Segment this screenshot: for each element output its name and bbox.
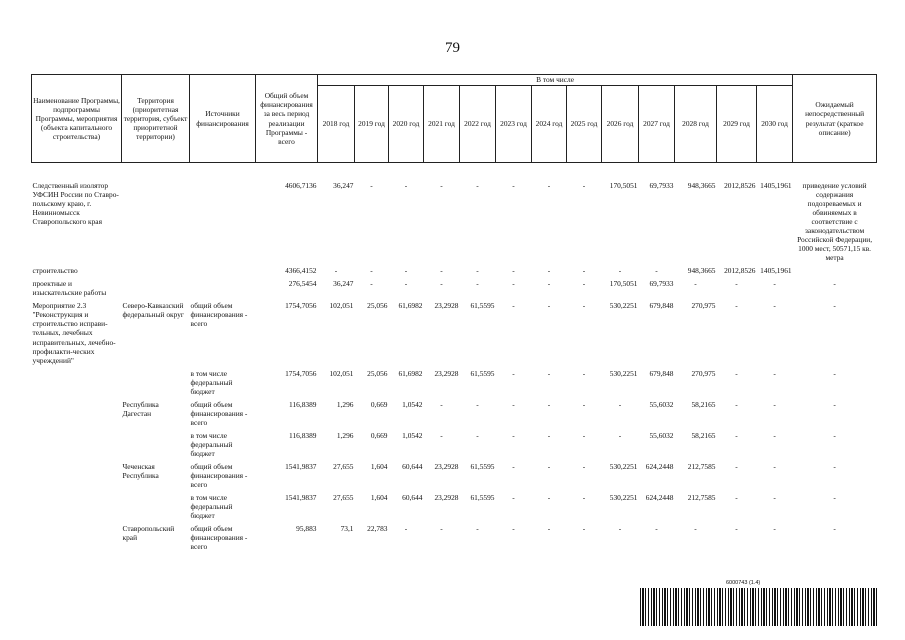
row-year-value-cell: - [370,181,373,190]
row-source-cell: общий объем финансирования - всего [190,399,248,427]
row-year-value-cell: - [440,279,443,289]
row-year-value-cell: - [735,492,738,502]
row-year-value-cell: 212,7585 [687,461,716,471]
row-name-cell [32,398,122,429]
row-year-value-cell: 1,0542 [402,399,423,409]
row-year-value-cell: 1405,1961 [760,266,792,276]
page-number: 79 [445,40,460,56]
header-total: Общий объем финансирования за весь период реализации Программы - всего [256,75,318,163]
row-territory-cell [122,277,190,299]
header-year: 2028 год [675,86,717,163]
row-year-value-cell: 61,5595 [470,461,495,471]
row-year-value-cell: - [773,492,776,502]
row-year-value-cell: 530,2251 [609,368,638,378]
row-year-value-cell: - [547,461,551,471]
header-year: 2019 год [355,86,389,163]
row-year-value-cell: 36,247 [333,279,354,289]
row-year-value-cell: 69,7933 [649,279,674,289]
row-territory-cell [122,264,190,277]
row-year-value-cell: - [694,524,697,534]
row-source-cell: в том числе федеральный бюджет [190,430,233,458]
row-year-value-cell: - [582,368,586,378]
row-year-value-cell: - [476,399,479,409]
row-year-value-cell: - [582,279,586,289]
row-year-value-cell: - [547,181,551,190]
row-year-value-cell: 61,6982 [398,368,423,378]
row-source-cell [190,277,256,299]
row-total-cell: 1541,9837 [285,492,317,502]
row-year-value-cell: - [547,399,551,409]
row-year-value-cell: 212,7585 [687,492,716,502]
header-year: 2022 год [460,86,496,163]
row-year-value-cell: - [773,430,776,440]
table-body [32,163,877,554]
row-year-value-cell: - [512,368,515,378]
row-year-value-cell: - [476,524,479,534]
row-year-value-cell: - [773,399,776,409]
row-source-cell [190,179,256,264]
row-territory-cell: Республика Дагестан [122,399,159,418]
row-year-value-cell: - [735,524,738,534]
row-source-cell: в том числе федеральный бюджет [190,368,233,396]
header-territory: Территория (приоритетная территория, субъект приоритетной территории) [122,75,190,163]
row-year-value-cell: 58,2165 [691,430,716,440]
row-year-value-cell: 102,051 [329,301,354,311]
row-total-cell: 1754,7056 [285,301,317,311]
row-year-value-cell: 23,2928 [434,301,459,311]
table-row [32,277,877,299]
row-year-value-cell: 270,975 [691,368,716,378]
row-year-value-cell: - [404,279,408,289]
row-territory-cell [122,491,190,522]
row-year-value-cell: 58,2165 [691,399,716,409]
table-row [32,299,877,366]
row-territory-cell [122,367,190,398]
row-year-value-cell: - [512,430,515,440]
table-row [32,491,877,522]
row-result-cell: - [833,430,836,440]
row-year-value-cell: - [618,266,622,276]
table-row [32,367,877,398]
row-source-cell: в том числе федеральный бюджет [190,492,233,521]
row-year-value-cell: - [512,524,515,534]
row-year-value-cell: - [655,266,658,276]
barcode-code: 6000743 (1.4) [726,580,761,586]
row-year-value-cell: - [618,524,622,534]
row-year-value-cell: 1,296 [336,430,354,440]
table-row [32,179,877,264]
row-year-value-cell: - [582,492,586,502]
row-year-value-cell: 55,6032 [649,430,674,440]
row-year-value-cell: 0,669 [370,399,388,409]
row-year-value-cell: 69,7933 [649,181,674,190]
row-year-value-cell: - [735,279,738,289]
row-result-cell: приведение условий содержания подозреваемых и обвиняемых в соответствие с законодательством Российской Федерации, 1000 мест, 50571,15 кв. метра [797,181,873,263]
row-year-value-cell: 25,056 [367,368,388,378]
header-year: 2024 год [532,86,567,163]
row-total-cell: 4606,7136 [285,181,317,190]
row-year-value-cell: - [735,399,738,409]
row-year-value-cell: - [547,492,551,502]
row-year-value-cell: - [773,368,776,378]
table-header [32,75,877,163]
row-year-value-cell: 679,848 [649,301,674,311]
row-year-value-cell: 2012,8526 [724,181,756,190]
header-group: В том числе [318,75,793,86]
row-territory-cell: Ставропольский край [122,524,175,543]
row-year-value-cell: 530,2251 [609,492,638,502]
row-year-value-cell: 679,848 [649,368,674,378]
row-year-value-cell: - [618,399,622,409]
row-result-cell [793,264,877,277]
row-year-value-cell: - [773,524,776,534]
row-total-cell: 276,5454 [288,279,317,289]
row-name-cell [32,491,122,522]
row-year-value-cell: - [582,181,586,190]
row-year-value-cell: - [512,301,515,311]
row-year-value-cell: - [773,461,776,471]
row-source-cell: общий объем финансирования - всего [190,524,248,552]
row-year-value-cell: 624,2448 [645,492,674,502]
row-year-value-cell: 22,783 [367,524,388,534]
barcode [640,580,878,626]
header-year: 2020 год [389,86,424,163]
row-year-value-cell: - [735,430,738,440]
row-year-value-cell: - [547,301,551,311]
row-year-value-cell: - [476,266,479,276]
header-result: Ожидаемый непосредственный результат (краткое описание) [793,75,877,163]
row-name-cell: проектные и изыскательские работы [32,279,107,298]
row-year-value-cell: - [582,461,586,471]
row-year-value-cell: - [404,524,408,534]
header-year: 2021 год [424,86,460,163]
header-year: 2018 год [318,86,355,163]
table-row [32,429,877,460]
row-name-cell [32,522,122,553]
row-year-value-cell: 61,5595 [470,301,495,311]
row-year-value-cell: 27,655 [333,461,354,471]
row-total-cell: 95,883 [296,524,317,534]
row-total-cell: 4366,4152 [285,266,317,276]
row-result-cell: - [833,492,836,502]
header-year: 2029 год [717,86,757,163]
row-year-value-cell: - [582,399,586,409]
row-year-value-cell: - [512,399,515,409]
row-year-value-cell: - [440,181,443,190]
row-year-value-cell: 1,0542 [402,430,423,440]
row-name-cell [32,367,122,398]
row-year-value-cell: - [547,430,551,440]
row-name-cell: строительство [32,266,78,276]
row-year-value-cell: - [512,492,515,502]
row-year-value-cell: - [547,524,551,534]
row-total-cell: 1754,7056 [285,368,317,378]
header-name: Наименование Программы, подпрограммы Программы, мероприятия (объекта капитального строительства) [32,75,122,163]
row-year-value-cell: - [655,524,658,534]
financing-table [31,74,877,553]
row-year-value-cell: - [370,279,373,289]
row-year-value-cell: - [440,399,443,409]
row-source-cell: общий объем финансирования - всего [190,301,248,329]
row-year-value-cell: - [404,181,408,190]
row-year-value-cell: 102,051 [329,368,354,378]
header-year: 2027 год [639,86,675,163]
table-row [32,398,877,429]
row-year-value-cell: 61,6982 [398,301,423,311]
row-year-value-cell: - [512,279,515,289]
row-result-cell: - [833,524,836,534]
row-year-value-cell: 170,5051 [609,181,638,190]
row-year-value-cell: 23,2928 [434,368,459,378]
row-year-value-cell: - [370,266,373,276]
row-year-value-cell: - [512,266,515,276]
row-territory-cell: Северо-Кавказский федеральный округ [122,301,184,320]
header-sources: Источники финансирования [190,75,256,163]
row-year-value-cell: - [582,430,586,440]
row-year-value-cell: - [618,430,622,440]
row-source-cell [190,264,256,277]
row-year-value-cell: 0,669 [370,430,388,440]
row-name-cell [32,429,122,460]
row-year-value-cell: 2012,8526 [724,266,756,276]
header-year: 2025 год [567,86,602,163]
row-year-value-cell: - [773,279,776,289]
row-year-value-cell: 624,2448 [645,461,674,471]
row-year-value-cell: 61,5595 [470,368,495,378]
row-result-cell: - [833,399,836,409]
row-name-cell [32,460,122,491]
header-year: 2026 год [602,86,639,163]
row-year-value-cell: - [440,430,443,440]
row-year-value-cell: - [735,368,738,378]
header-year: 2023 год [496,86,532,163]
row-result-cell: - [833,368,836,378]
row-total-cell: 116,8389 [289,430,317,440]
row-year-value-cell: 170,5051 [609,279,638,289]
row-year-value-cell: 61,5595 [470,492,495,502]
row-source-cell: общий объем финансирования - всего [190,461,248,489]
row-year-value-cell: - [735,461,738,471]
row-year-value-cell: 1,604 [370,492,388,502]
row-year-value-cell: - [476,279,479,289]
row-result-cell: - [833,301,836,311]
row-year-value-cell: - [440,524,443,534]
row-total-cell: 116,8389 [289,399,317,409]
row-territory-cell [122,429,190,460]
table-row [32,460,877,491]
row-year-value-cell: - [476,430,479,440]
row-year-value-cell: - [582,524,586,534]
row-result-cell: - [833,461,836,471]
row-total-cell: 1541,9837 [285,461,317,471]
row-year-value-cell: - [440,266,443,276]
row-year-value-cell: 36,247 [333,181,354,190]
row-result-cell: - [833,279,836,289]
row-year-value-cell: - [547,266,551,276]
row-year-value-cell: 60,644 [402,492,423,502]
row-year-value-cell: - [476,181,479,190]
header-year: 2030 год [757,86,793,163]
row-year-value-cell: 23,2928 [434,461,459,471]
table-row [32,264,877,277]
row-year-value-cell: - [512,181,515,190]
row-territory-cell [122,179,190,264]
row-year-value-cell: 948,3665 [687,266,716,276]
row-year-value-cell: 1,604 [370,461,388,471]
row-year-value-cell: 270,975 [691,301,716,311]
row-year-value-cell: - [735,301,738,311]
row-year-value-cell: 1405,1961 [760,181,792,190]
row-year-value-cell: - [547,368,551,378]
row-year-value-cell: - [547,279,551,289]
row-year-value-cell: 530,2251 [609,301,638,311]
row-year-value-cell: 55,6032 [649,399,674,409]
row-year-value-cell: - [512,461,515,471]
row-name-cell: Мероприятие 2.3 "Реконструкция и строительство исправи-тельных, лечебных исправительных, лечебно-профилакти-ческих учреждений" [32,301,116,365]
row-year-value-cell: - [582,266,586,276]
row-year-value-cell: - [773,301,776,311]
row-territory-cell: Чеченская Республика [122,461,159,480]
row-year-value-cell: - [694,279,697,289]
row-year-value-cell: 23,2928 [434,492,459,502]
row-year-value-cell: 27,655 [333,492,354,502]
table-row [32,522,877,553]
row-year-value-cell: 1,296 [336,399,354,409]
row-year-value-cell: 60,644 [402,461,423,471]
barcode-bars [640,588,878,626]
row-year-value-cell: 948,3665 [687,181,716,190]
row-year-value-cell: 25,056 [367,301,388,311]
row-year-value-cell: 530,2251 [609,461,638,471]
row-year-value-cell: - [334,266,338,276]
row-year-value-cell: - [404,266,408,276]
row-year-value-cell: 73,1 [340,524,354,534]
row-year-value-cell: - [582,301,586,311]
row-name-cell: Следственный изолятор УФСИН России по Ставро-польскому краю, г. Невинномысск Ставропольского края [32,181,119,227]
